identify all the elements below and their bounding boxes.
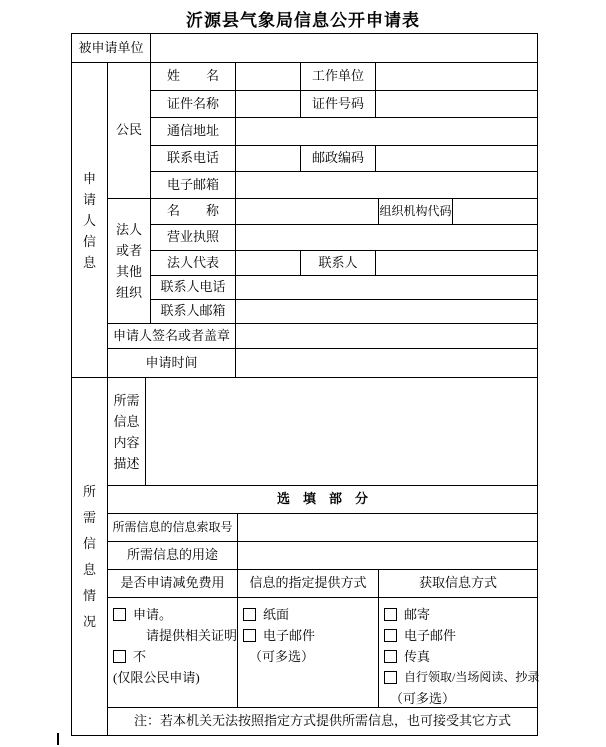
obtain-multi-note — [384, 688, 455, 709]
signature-label: 申请人签名或者盖章 — [107, 323, 236, 349]
option-label: 传真 — [404, 649, 431, 664]
text-cursor — [57, 733, 59, 745]
obtain-options-cell — [378, 597, 538, 708]
phone-value-field[interactable] — [235, 145, 301, 172]
checkbox-unchecked-icon[interactable] — [113, 608, 126, 621]
delivery-multi-note — [243, 646, 314, 667]
org-code-label: 组织机构代码 — [378, 198, 453, 225]
license-label: 营业执照 — [150, 224, 236, 251]
purpose-value-field[interactable] — [237, 541, 538, 570]
contact-label: 联系人 — [300, 250, 376, 276]
checkbox-unchecked-icon[interactable] — [384, 650, 397, 663]
name-label: 姓 名 — [150, 62, 236, 91]
id-name-value-field[interactable] — [235, 90, 301, 118]
fee-waiver-options-cell — [107, 597, 238, 708]
required-info-section-label: 所需信息情况 — [71, 377, 108, 736]
note-label: 请提供相关证明 — [146, 628, 238, 643]
org-name-label: 名 称 — [150, 198, 236, 225]
date-value-field[interactable] — [235, 348, 538, 378]
applied-unit-value-field[interactable] — [150, 33, 538, 63]
footer-note: 注：若本机关无法按照指定方式提供所需信息，也可接受其它方式 — [107, 707, 538, 736]
checkbox-unchecked-icon[interactable] — [384, 671, 397, 684]
option-label: 邮寄 — [404, 607, 431, 622]
contact-value-field[interactable] — [375, 250, 538, 276]
fee-waiver-option-no[interactable] — [113, 646, 146, 667]
citizen-group-label: 公民 — [107, 62, 151, 199]
option-label: 不 — [133, 649, 147, 664]
org-code-value-field[interactable] — [452, 198, 538, 225]
checkbox-unchecked-icon[interactable] — [243, 629, 256, 642]
option-label: 申请。 — [133, 607, 173, 622]
contact-email-value-field[interactable] — [235, 299, 538, 324]
delivery-header: 信息的指定提供方式 — [237, 569, 379, 598]
fee-waiver-option-apply[interactable] — [113, 604, 172, 625]
obtain-option-self[interactable] — [384, 667, 539, 688]
postcode-value-field[interactable] — [375, 145, 538, 172]
description-label: 所需信息内容描述 — [107, 377, 146, 486]
index-number-label: 所需信息的信息索取号 — [107, 513, 238, 542]
description-value-field[interactable] — [145, 377, 538, 486]
option-label: 自行领取/当场阅读、抄录 — [404, 670, 540, 684]
license-value-field[interactable] — [235, 224, 538, 251]
date-label: 申请时间 — [107, 348, 236, 378]
obtain-option-fax[interactable] — [384, 646, 430, 667]
index-number-value-field[interactable] — [237, 513, 538, 542]
option-label: 电子邮件 — [404, 628, 457, 643]
id-number-value-field[interactable] — [375, 90, 538, 118]
applicant-section-label: 申请人信息 — [71, 62, 108, 378]
obtain-header: 获取信息方式 — [378, 569, 538, 598]
checkbox-unchecked-icon[interactable] — [113, 650, 126, 663]
representative-label: 法人代表 — [150, 250, 236, 276]
obtain-option-mail[interactable] — [384, 604, 430, 625]
note-label: （可多选） — [390, 691, 456, 706]
applied-unit-label: 被申请单位 — [71, 33, 151, 63]
note-label: (仅限公民申请) — [113, 670, 200, 685]
note-label: （可多选） — [249, 649, 315, 664]
option-label: 纸面 — [263, 607, 290, 622]
postcode-label: 邮政编码 — [300, 145, 376, 172]
representative-value-field[interactable] — [235, 250, 301, 276]
signature-value-field[interactable] — [235, 323, 538, 349]
delivery-option-email[interactable] — [243, 625, 315, 646]
contact-phone-label: 联系人电话 — [150, 275, 236, 300]
email-value-field[interactable] — [235, 171, 538, 199]
id-name-label: 证件名称 — [150, 90, 236, 118]
name-value-field[interactable] — [235, 62, 301, 91]
purpose-label: 所需信息的用途 — [107, 541, 238, 570]
organization-group-label: 法人或者其他组织 — [107, 198, 151, 324]
contact-email-label: 联系人邮箱 — [150, 299, 236, 324]
form-title: 沂源县气象局信息公开申请表 — [186, 11, 420, 30]
optional-part-header: 选 填 部 分 — [107, 485, 538, 514]
delivery-options-cell — [237, 597, 379, 708]
fee-waiver-header: 是否申请减免费用 — [107, 569, 238, 598]
option-label: 电子邮件 — [263, 628, 316, 643]
fee-waiver-restriction-note — [113, 667, 200, 688]
fee-waiver-apply-note — [113, 625, 237, 646]
phone-label: 联系电话 — [150, 145, 236, 172]
checkbox-unchecked-icon[interactable] — [384, 629, 397, 642]
obtain-option-email[interactable] — [384, 625, 456, 646]
delivery-option-paper[interactable] — [243, 604, 289, 625]
email-label: 电子邮箱 — [150, 171, 236, 199]
id-number-label: 证件号码 — [300, 90, 376, 118]
address-value-field[interactable] — [235, 117, 538, 146]
work-unit-value-field[interactable] — [375, 62, 538, 91]
checkbox-unchecked-icon[interactable] — [243, 608, 256, 621]
work-unit-label: 工作单位 — [300, 62, 376, 91]
checkbox-unchecked-icon[interactable] — [384, 608, 397, 621]
contact-phone-value-field[interactable] — [235, 275, 538, 300]
address-label: 通信地址 — [150, 117, 236, 146]
org-name-value-field[interactable] — [235, 198, 379, 225]
